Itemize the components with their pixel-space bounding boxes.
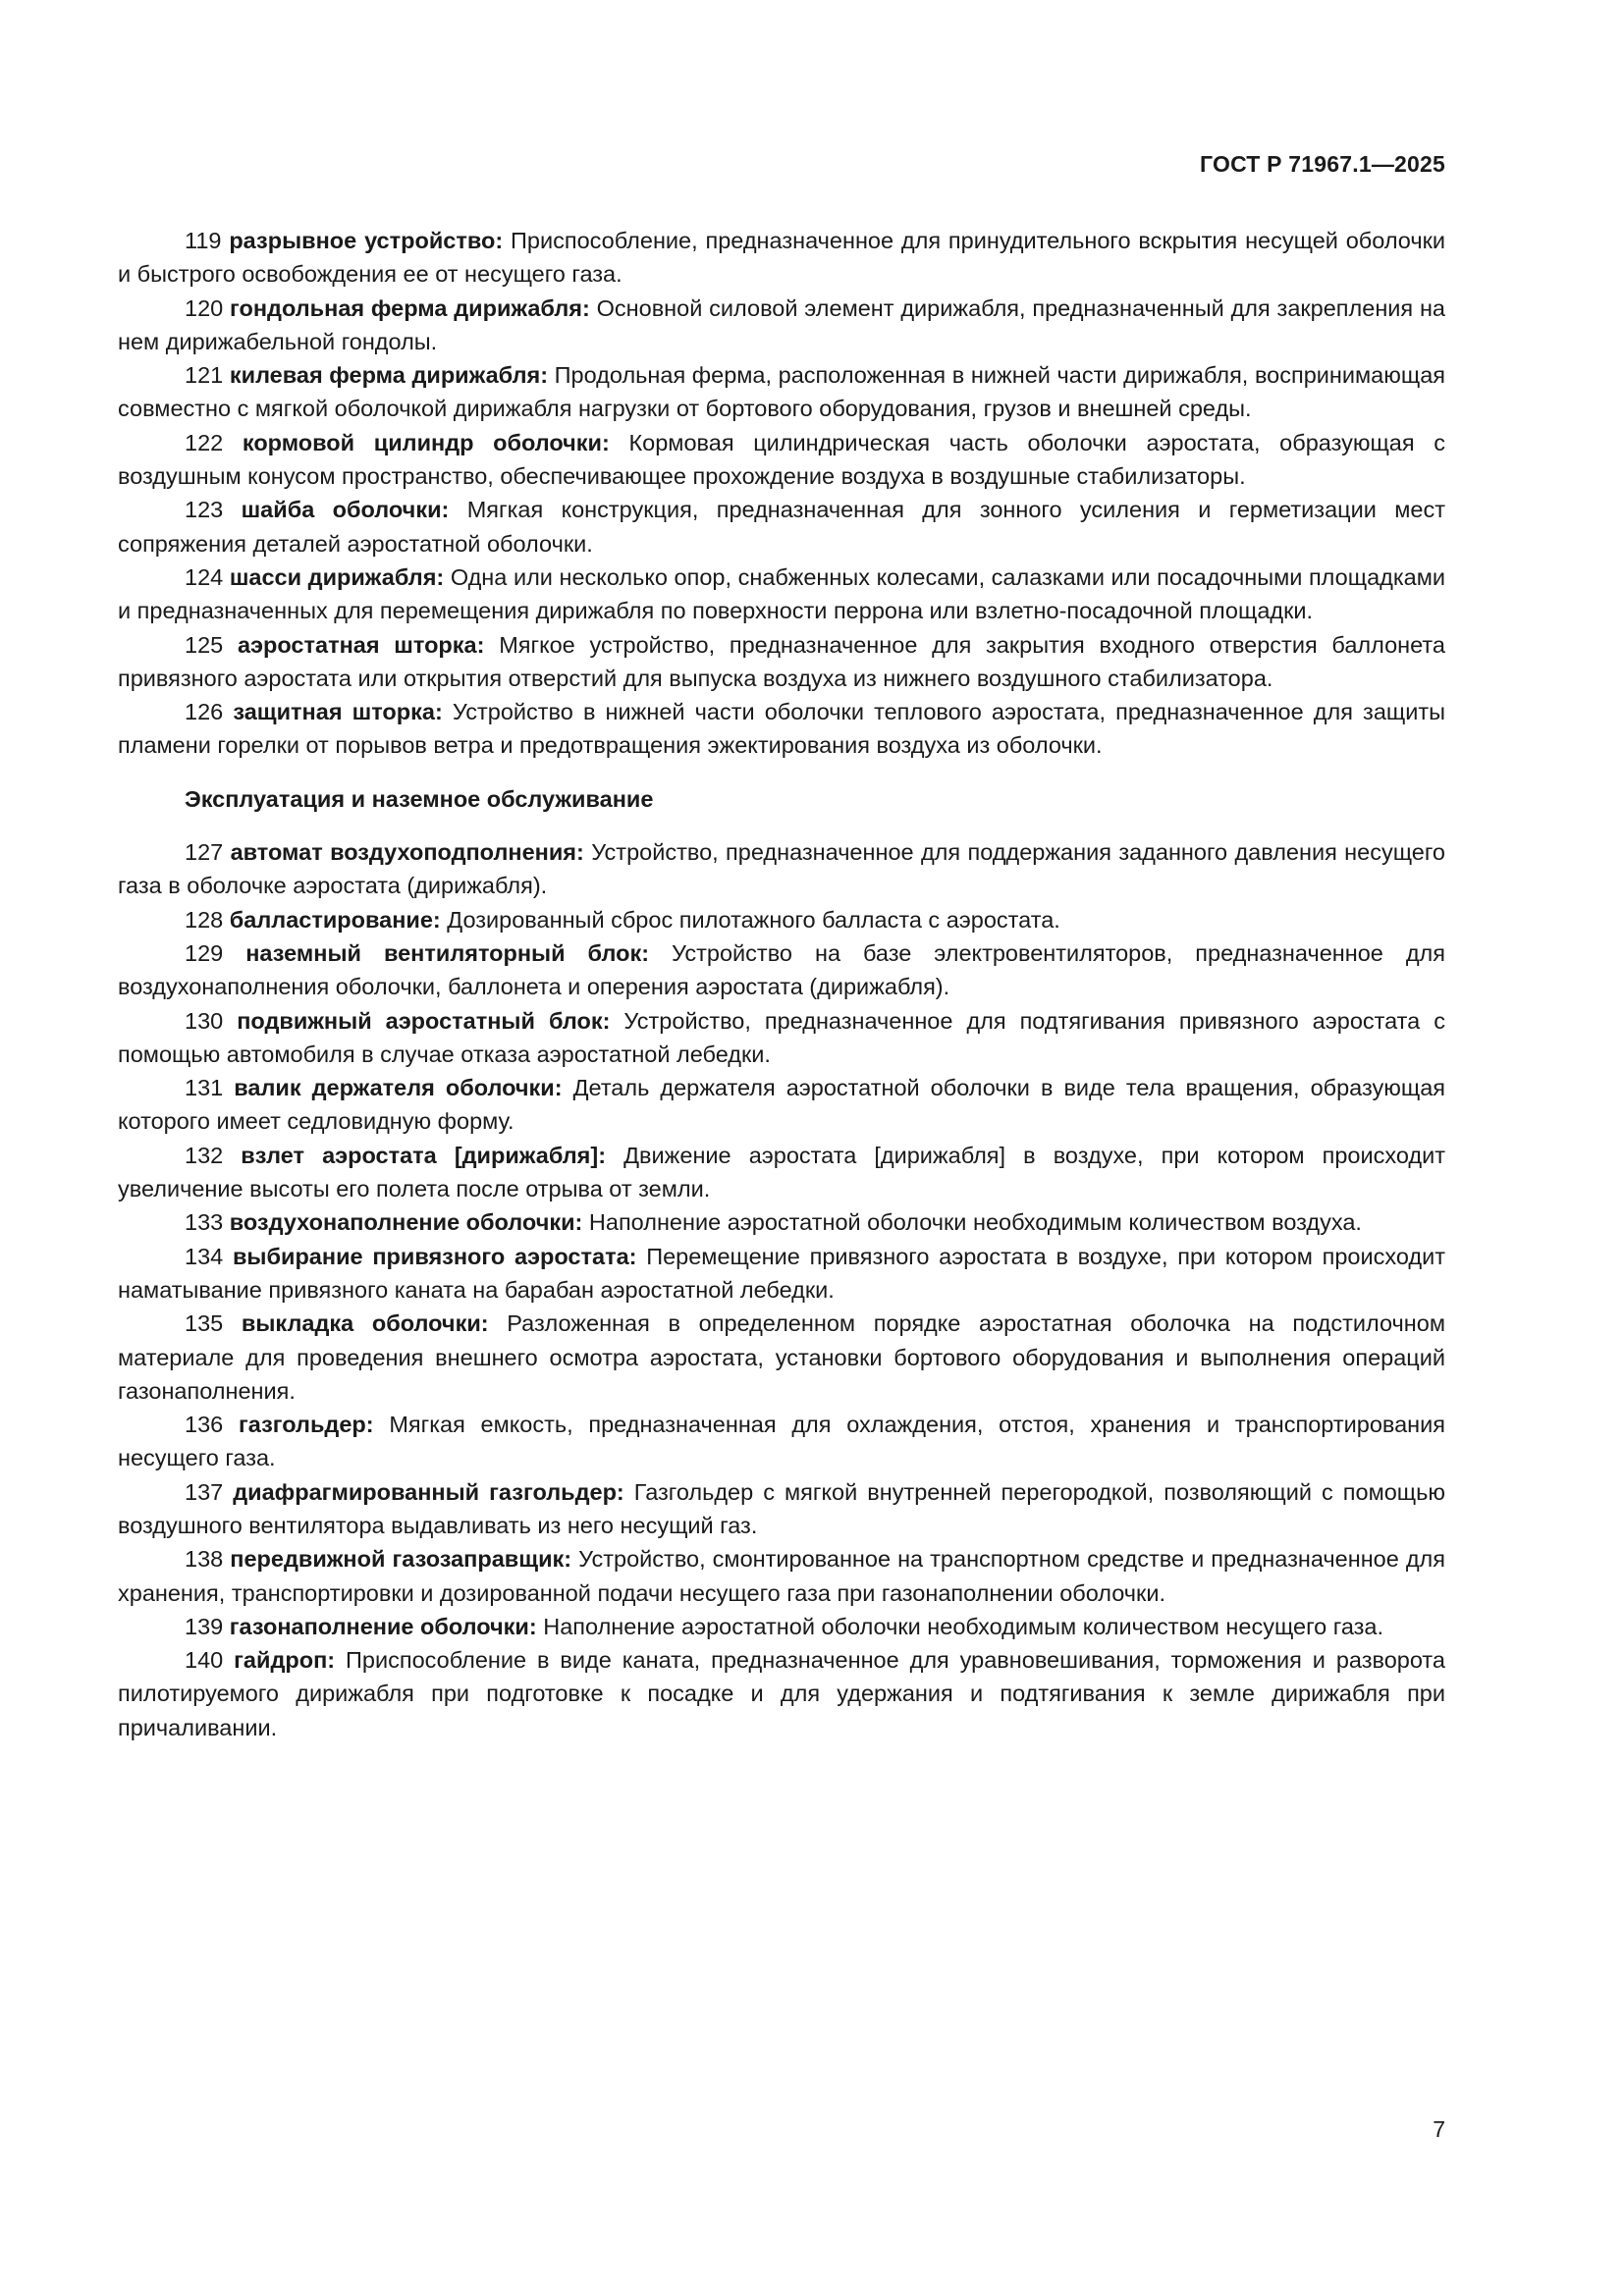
entry-number: 126: [185, 699, 224, 725]
entries-group-a: [118, 224, 1445, 763]
entry-definition: Разложенная в определенном порядке аэростатная оболочка на подстилочном материале для проведения внешнего осмотра аэростата, установки бортового оборудования и выполнения операций газонаполнения.: [118, 1310, 1446, 1404]
term-entry: [118, 1139, 1445, 1206]
term-entry: [118, 1408, 1445, 1475]
entry-term: гайдроп:: [234, 1647, 336, 1674]
entries-group-b: [118, 835, 1445, 1744]
entry-definition: Продольная ферма, расположенная в нижней части дирижабля, воспринимающая совместно с мягкой оболочкой дирижабля нагрузки от бортового оборудования, грузов и внешней среды.: [118, 362, 1445, 422]
entry-term: валик держателя оболочки:: [234, 1075, 563, 1101]
entry-term: взлет аэростата [дирижабля]:: [241, 1142, 607, 1168]
entry-term: аэростатная шторка:: [237, 631, 485, 658]
entry-number: 139: [185, 1613, 224, 1639]
term-entry: [118, 903, 1445, 936]
entry-definition: Наполнение аэростатной оболочки необходимым количеством воздуха.: [582, 1209, 1362, 1236]
entry-term: гондольная ферма дирижабля:: [230, 294, 590, 321]
entry-number: 132: [185, 1142, 224, 1168]
entry-number: 137: [185, 1478, 224, 1505]
entry-term: диафрагмированный газгольдер:: [233, 1478, 624, 1505]
entry-number: 133: [185, 1209, 224, 1236]
entry-number: 121: [185, 362, 224, 389]
entry-term: автомат воздухоподполнения:: [230, 839, 584, 866]
entry-definition: Устройство, предназначенное для поддержания заданного давления несущего газа в оболочке аэростата (дирижабля).: [118, 839, 1445, 899]
entry-number: 123: [185, 497, 224, 523]
term-entry: [118, 628, 1445, 696]
entry-definition: Мягкая конструкция, предназначенная для зонного усиления и герметизации мест сопряжения деталей аэростатной оболочки.: [118, 497, 1445, 557]
term-entry: [118, 1205, 1445, 1239]
entry-definition: Мягкая емкость, предназначенная для охлаждения, отстоя, хранения и транспортирования несущего газа.: [118, 1412, 1446, 1471]
term-entry: [118, 426, 1445, 494]
entry-definition: Приспособление в виде каната, предназначенное для уравновешивания, торможения и разворота пилотируемого дирижабля при подготовке к посадке и для удержания и подтягивания к земле дирижабля при причаливании.: [118, 1647, 1445, 1740]
entry-term: воздухонаполнение оболочки:: [229, 1209, 583, 1236]
entry-number: 120: [185, 294, 224, 321]
entry-definition: Мягкое устройство, предназначенное для закрытия входного отверстия баллонета привязного аэростата или открытия отверстий для выпуска воздуха из нижнего воздушного стабилизатора.: [118, 631, 1446, 691]
entry-number: 136: [185, 1412, 224, 1438]
term-entry: [118, 1071, 1445, 1139]
entry-definition: Дозированный сброс пилотажного балласта с аэростата.: [440, 906, 1060, 933]
entry-number: 122: [185, 429, 224, 455]
entry-number: 134: [185, 1243, 224, 1269]
term-entry: [118, 1475, 1445, 1543]
entry-term: балластирование:: [229, 906, 441, 933]
entry-number: 140: [185, 1647, 224, 1674]
entry-definition: Устройство, смонтированное на транспортном средстве и предназначенное для хранения, транспортировки и дозированной подачи несущего газа при газонаполнении оболочки.: [118, 1546, 1445, 1606]
page-number: 7: [1433, 2116, 1445, 2142]
term-entry: [118, 493, 1445, 561]
entry-term: килевая ферма дирижабля:: [229, 362, 549, 389]
term-entry: [118, 292, 1445, 359]
entry-definition: Устройство, предназначенное для подтягивания привязного аэростата с помощью автомобиля в случае отказа аэростатной лебедки.: [118, 1007, 1445, 1067]
entry-definition: Основной силовой элемент дирижабля, предназначенный для закрепления на нем дирижабельной гондолы.: [118, 294, 1446, 354]
entry-definition: Движение аэростата [дирижабля] в воздухе, при котором происходит увеличение высоты его полета после отрыва от земли.: [118, 1142, 1446, 1202]
entry-number: 127: [185, 839, 224, 866]
entry-definition: Приспособление, предназначенное для принудительного вскрытия несущей оболочки и быстрого освобождения ее от несущего газа.: [118, 228, 1446, 288]
entry-number: 135: [185, 1310, 224, 1337]
entry-term: подвижный аэростатный блок:: [237, 1007, 611, 1034]
term-entry: [118, 695, 1445, 763]
term-entry: [118, 1542, 1445, 1610]
entry-number: 119: [185, 228, 222, 253]
entry-number: 125: [185, 631, 224, 658]
entry-definition: Деталь держателя аэростатной оболочки в виде тела вращения, образующая которого имеет седловидную форму.: [118, 1075, 1445, 1135]
entry-term: разрывное устройство:: [229, 228, 504, 253]
entry-term: кормовой цилиндр оболочки:: [242, 429, 610, 455]
entry-term: шайба оболочки:: [241, 497, 450, 523]
entry-number: 124: [185, 563, 224, 590]
term-entry: [118, 1307, 1445, 1408]
term-entry: [118, 1240, 1445, 1308]
entry-term: газонаполнение оболочки:: [229, 1613, 537, 1639]
term-entry: [118, 1610, 1445, 1643]
term-entry: [118, 1004, 1445, 1072]
term-entry: [118, 358, 1445, 426]
entry-definition: Газгольдер с мягкой внутренней перегородкой, позволяющий с помощью воздушного вентилятора выдавливать из него несущий газ.: [118, 1478, 1445, 1538]
entry-term: шасси дирижабля:: [229, 563, 445, 590]
entry-definition: Одна или несколько опор, снабженных колесами, салазками или посадочными площадками и предназначенных для перемещения дирижабля по поверхности перрона или взлетно-посадочной площадки.: [118, 563, 1445, 624]
entry-number: 131: [185, 1075, 224, 1101]
entry-term: защитная шторка:: [233, 699, 443, 725]
entry-definition: Перемещение привязного аэростата в воздухе, при котором происходит наматывание привязного каната на барабан аэростатной лебедки.: [118, 1243, 1446, 1303]
entry-number: 138: [185, 1546, 224, 1573]
section-heading: Эксплуатация и наземное обслуживание: [185, 785, 654, 812]
entry-term: выкладка оболочки:: [241, 1310, 489, 1337]
entry-term: наземный вентиляторный блок:: [245, 939, 650, 966]
entry-definition: Наполнение аэростатной оболочки необходимым количеством несущего газа.: [536, 1613, 1384, 1639]
entry-term: выбирание привязного аэростата:: [232, 1243, 637, 1269]
term-entry: [118, 936, 1445, 1004]
entry-term: газгольдер:: [238, 1412, 374, 1438]
document-id: ГОСТ Р 71967.1—2025: [1200, 151, 1445, 177]
entry-term: передвижной газозаправщик:: [230, 1546, 572, 1573]
entry-number: 130: [185, 1007, 224, 1034]
page-content: [118, 224, 1445, 1744]
term-entry: [118, 1643, 1445, 1744]
term-entry: [118, 835, 1445, 903]
entry-number: 128: [185, 906, 224, 933]
entry-definition: Устройство на базе электровентиляторов, предназначенное для воздухонаполнения оболочки, баллонета и оперения аэростата (дирижабля).: [118, 939, 1445, 1000]
entry-definition: Устройство в нижней части оболочки теплового аэростата, предназначенное для защиты пламени горелки от порывов ветра и предотвращения эжектирования воздуха из оболочки.: [118, 699, 1446, 759]
entry-definition: Кормовая цилиндрическая часть оболочки аэростата, образующая с воздушным конусом пространство, обеспечивающее прохождение воздуха в воздушные стабилизаторы.: [118, 429, 1446, 490]
term-entry: [118, 224, 1445, 292]
entry-number: 129: [185, 939, 224, 966]
term-entry: [118, 561, 1445, 628]
